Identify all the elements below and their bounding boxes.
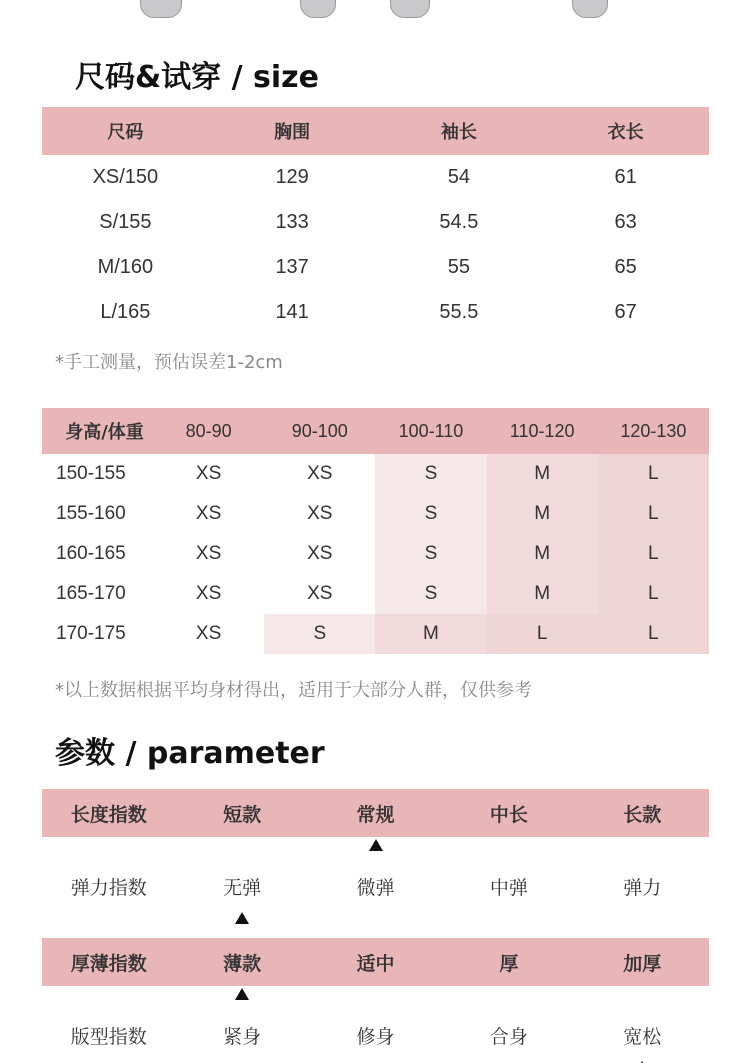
parameter-option: 常规 — [356, 803, 395, 826]
size-header-cell: 衣长 — [607, 122, 644, 143]
fit-size-cell: S — [375, 574, 486, 614]
size-table-cell: XS/150 — [92, 166, 159, 188]
fit-note: *以上数据根据平均身材得出，适用于大部分人群，仅供参考 — [55, 680, 532, 701]
size-table-header — [42, 107, 709, 155]
fit-table-body — [42, 454, 709, 654]
fit-size-cell: XS — [195, 583, 222, 604]
size-table-cell: 54.5 — [439, 211, 479, 233]
fit-header-cell: 110-120 — [509, 420, 575, 441]
selected-marker-icon — [235, 912, 249, 924]
parameter-option: 修身 — [356, 1025, 395, 1048]
size-table-cell: S/155 — [99, 211, 152, 233]
parameter-label: 长度指数 — [70, 803, 147, 826]
parameter-row — [42, 1011, 709, 1059]
fit-header-cell: 90-100 — [291, 420, 348, 441]
parameter-option: 紧身 — [223, 1025, 262, 1048]
parameter-option: 长款 — [623, 803, 662, 826]
fit-height-range: 150-155 — [56, 463, 126, 484]
parameter-row — [42, 789, 709, 837]
parameter-option: 宽松 — [623, 1025, 662, 1048]
fit-size-cell: L — [598, 494, 709, 534]
fit-size-cell: XS — [307, 503, 333, 524]
product-image-crop — [0, 0, 750, 22]
size-table-cell: 141 — [275, 301, 309, 323]
parameter-option: 合身 — [489, 1025, 528, 1048]
jacket-cuff-right — [300, 0, 336, 18]
fit-size-cell: L — [598, 574, 709, 614]
size-table-body — [42, 155, 709, 335]
fit-size-cell: XS — [307, 463, 333, 484]
fit-size-cell: S — [375, 454, 486, 494]
size-table-cell: M/160 — [97, 256, 154, 278]
size-table-row — [42, 245, 709, 290]
selected-marker-icon — [369, 839, 383, 851]
fit-size-cell: XS — [195, 623, 222, 644]
fit-header-cell: 120-130 — [620, 420, 687, 441]
size-table-row — [42, 290, 709, 335]
fit-size-cell: M — [487, 454, 598, 494]
fit-size-cell: XS — [195, 503, 222, 524]
fit-size-cell: L — [487, 614, 598, 654]
fit-height-range: 155-160 — [56, 503, 126, 524]
size-section-title: 尺码&试穿 / size — [75, 60, 319, 95]
fit-height-range: 160-165 — [56, 543, 126, 564]
size-table — [42, 107, 709, 335]
fit-size-cell: L — [598, 534, 709, 574]
fit-size-cell: XS — [307, 543, 333, 564]
fit-height-range: 170-175 — [56, 623, 126, 644]
parameter-option: 厚 — [499, 952, 519, 975]
fit-table-row — [42, 454, 709, 494]
parameter-option: 无弹 — [223, 876, 262, 899]
parameter-row-cells — [42, 789, 709, 837]
fit-table-row — [42, 574, 709, 614]
fit-size-cell: S — [375, 494, 486, 534]
size-table-cell: 65 — [614, 256, 637, 278]
size-header-cell: 袖长 — [440, 122, 477, 143]
parameter-label: 弹力指数 — [70, 876, 147, 899]
fit-size-cell: L — [598, 614, 709, 654]
parameter-row — [42, 862, 709, 910]
fit-size-cell: M — [487, 534, 598, 574]
parameter-option: 弹力 — [623, 876, 662, 899]
fit-size-cell: XS — [307, 583, 333, 604]
parameter-row-cells — [42, 862, 709, 910]
parameter-option: 薄款 — [223, 952, 262, 975]
fit-size-cell: S — [264, 614, 375, 654]
selected-marker-icon — [235, 988, 249, 1000]
size-table-row — [42, 155, 709, 200]
parameter-option: 适中 — [356, 952, 395, 975]
parameter-label: 版型指数 — [70, 1025, 147, 1048]
fit-size-cell: M — [487, 574, 598, 614]
size-table-cell: 137 — [275, 256, 309, 278]
parameter-row — [42, 938, 709, 986]
parameter-option: 微弹 — [356, 876, 395, 899]
size-table-cell: 63 — [614, 211, 637, 233]
size-table-cell: 55.5 — [439, 301, 479, 323]
fit-table-header — [42, 408, 709, 454]
size-table-cell: 61 — [614, 166, 637, 188]
size-header-cell: 尺码 — [107, 122, 144, 143]
fit-header-cell: 80-90 — [185, 420, 232, 441]
size-table-cell: 55 — [447, 256, 470, 278]
parameter-option: 加厚 — [623, 952, 662, 975]
fit-height-range: 165-170 — [56, 583, 126, 604]
size-table-cell: 54 — [447, 166, 470, 188]
fit-header-cell: 身高/体重 — [65, 422, 144, 443]
fit-table-row — [42, 614, 709, 654]
fit-table-row — [42, 494, 709, 534]
fit-header-cell: 100-110 — [398, 420, 464, 441]
parameter-option: 短款 — [223, 803, 262, 826]
size-table-row — [42, 200, 709, 245]
size-table-cell: 67 — [614, 301, 637, 323]
fit-size-cell: M — [375, 614, 486, 654]
fit-size-cell: XS — [195, 463, 222, 484]
fit-size-cell: L — [598, 454, 709, 494]
fit-size-cell: XS — [195, 543, 222, 564]
fit-table-row — [42, 534, 709, 574]
size-table-cell: L/165 — [100, 301, 151, 323]
parameter-row-cells — [42, 938, 709, 986]
size-table-cell: 133 — [275, 211, 309, 233]
fit-size-cell: M — [487, 494, 598, 534]
parameter-label: 厚薄指数 — [70, 952, 147, 975]
parameter-row-cells — [42, 1011, 709, 1059]
parameter-option: 中长 — [489, 803, 528, 826]
fit-table — [42, 408, 709, 654]
size-note: *手工测量，预估误差1-2cm — [55, 352, 283, 373]
param-section-title: 参数 / parameter — [55, 736, 325, 771]
fit-size-cell: S — [375, 534, 486, 574]
jacket-cuff-left-2 — [390, 0, 430, 18]
size-header-cell: 胸围 — [274, 122, 311, 143]
jacket-cuff-right-2 — [572, 0, 608, 18]
parameter-option: 中弹 — [489, 876, 528, 899]
size-table-cell: 129 — [275, 166, 309, 188]
jacket-cuff-left — [140, 0, 182, 18]
